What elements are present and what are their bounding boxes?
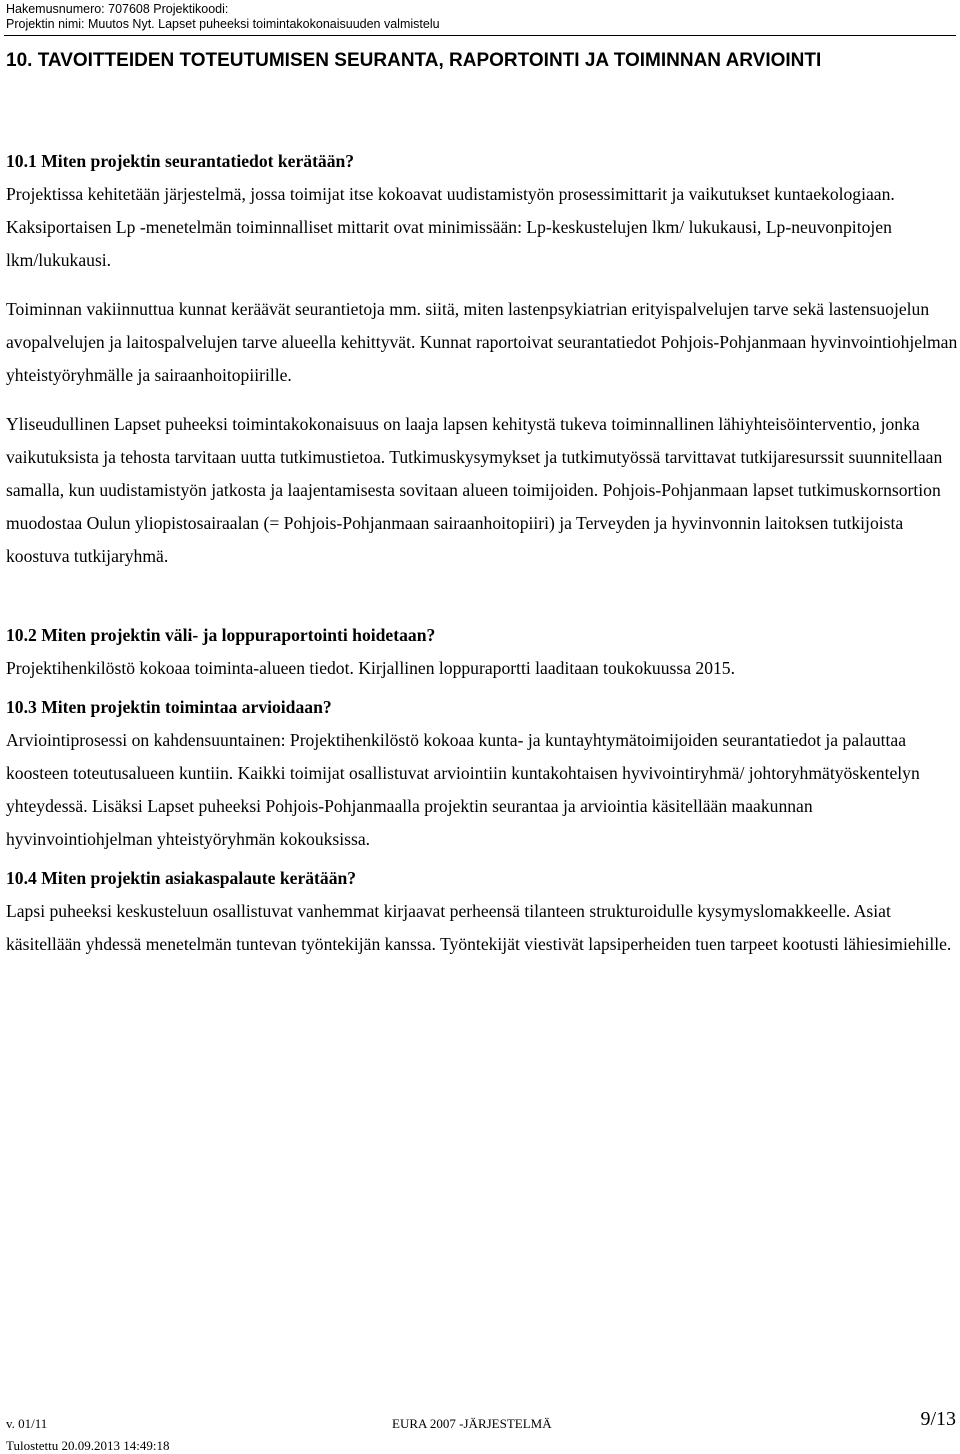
system-name: EURA 2007 -JÄRJESTELMÄ — [392, 1416, 552, 1431]
form-version: v. 01/11 — [6, 1416, 48, 1431]
header-divider — [4, 35, 956, 36]
page-number: 9/13 — [920, 1408, 956, 1430]
section-heading-10-4: 10.4 Miten projektin asiakaspalaute kerätään? — [6, 868, 357, 888]
application-info: Hakemusnumero: 707608 Projektikoodi: — [6, 2, 229, 16]
section-heading-10-1: 10.1 Miten projektin seurantatiedot kerätään? — [6, 151, 355, 171]
paragraph: Projektissa kehitetään järjestelmä, jossa toimijat itse kokoavat uudistamistyön prosessimittarit ja vaikutukset kuntaekologiaan. Kaksiportaisen Lp -menetelmän toiminnalliset mittarit ovat minimissään: Lp-keskustelujen lkm/ lukukausi, Lp-neuvonpitojen lkm/lukukausi. — [6, 184, 895, 270]
section-heading-10-2: 10.2 Miten projektin väli- ja loppuraportointi hoidetaan? — [6, 625, 436, 645]
paragraph: Toiminnan vakiinnuttua kunnat keräävät seurantietoja mm. siitä, miten lastenpsykiatrian erityispalvelujen tarve sekä lastensuojelun avopalvelujen ja laitospalvelujen tarve alueella kehittyvät. Kunnat raportoivat seurantatiedot Pohjois-Pohjanmaan hyvinvointiohjelman yhteistyöryhmälle ja sairaanhoitopiirille. — [6, 299, 958, 385]
page-header — [6, 2, 440, 32]
page-title: 10. TAVOITTEIDEN TOTEUTUMISEN SEURANTA, RAPORTOINTI JA TOIMINNAN ARVIOINTI — [6, 50, 822, 71]
project-name: Projektin nimi: Muutos Nyt. Lapset puheeksi toimintakokonaisuuden valmistelu — [6, 17, 440, 31]
paragraph: Projektihenkilöstö kokoaa toiminta-alueen tiedot. Kirjallinen loppuraportti laaditaan toukokuussa 2015. — [6, 658, 736, 678]
print-timestamp: Tulostettu 20.09.2013 14:49:18 — [6, 1438, 170, 1453]
paragraph: Yliseudullinen Lapset puheeksi toimintakokonaisuus on laaja lapsen kehitystä tukeva toiminnallinen lähiyhteisöinterventio, jonka vaikutuksista ja tehosta tarvitaan uutta tutkimustietoa. Tutkimuskysymykset ja tutkimutyössä tarvittavat tutkijaresurssit suunnitellaan samalla, kun uudistamistyön jatkosta ja laajentamisesta sovitaan alueen toimijoiden. Pohjois-Pohjanmaan lapset tutkimuskornsortion muodostaa Oulun yliopistosairaalan (= Pohjois-Pohjanmaan sairaanhoitopiiri) ja Terveyden ja hyvinvonnin laitoksen tutkijoista koostuva tutkijaryhmä. — [6, 414, 943, 566]
paragraph: Arviointiprosessi on kahdensuuntainen: Projektihenkilöstö kokoaa kunta- ja kuntayhtymätoimijoiden seurantatiedot ja palauttaa koosteen toteutusalueen kuntiin. Kaikki toimijat osallistuvat arviointiin kuntakohtaisen hyvivointiryhmä/ johtoryhmätyöskentelyn yhteydessä. Lisäksi Lapset puheeksi Pohjois-Pohjanmaalla projektin seurantaa ja arviointia käsitellään maakunnan hyvinvointiohjelman yhteistyöryhmän kokouksissa. — [6, 730, 920, 849]
section-heading-10-3: 10.3 Miten projektin toimintaa arvioidaan? — [6, 697, 332, 717]
document-body — [6, 145, 958, 961]
paragraph: Lapsi puheeksi keskusteluun osallistuvat vanhemmat kirjaavat perheensä tilanteen strukturoidulle kysymyslomakkeelle. Asiat käsitellään yhdessä menetelmän tuntevan työntekijän kanssa. Työntekijät viestivät lapsiperheiden tuen tarpeet kootusti lähiesimiehille. — [6, 901, 952, 954]
